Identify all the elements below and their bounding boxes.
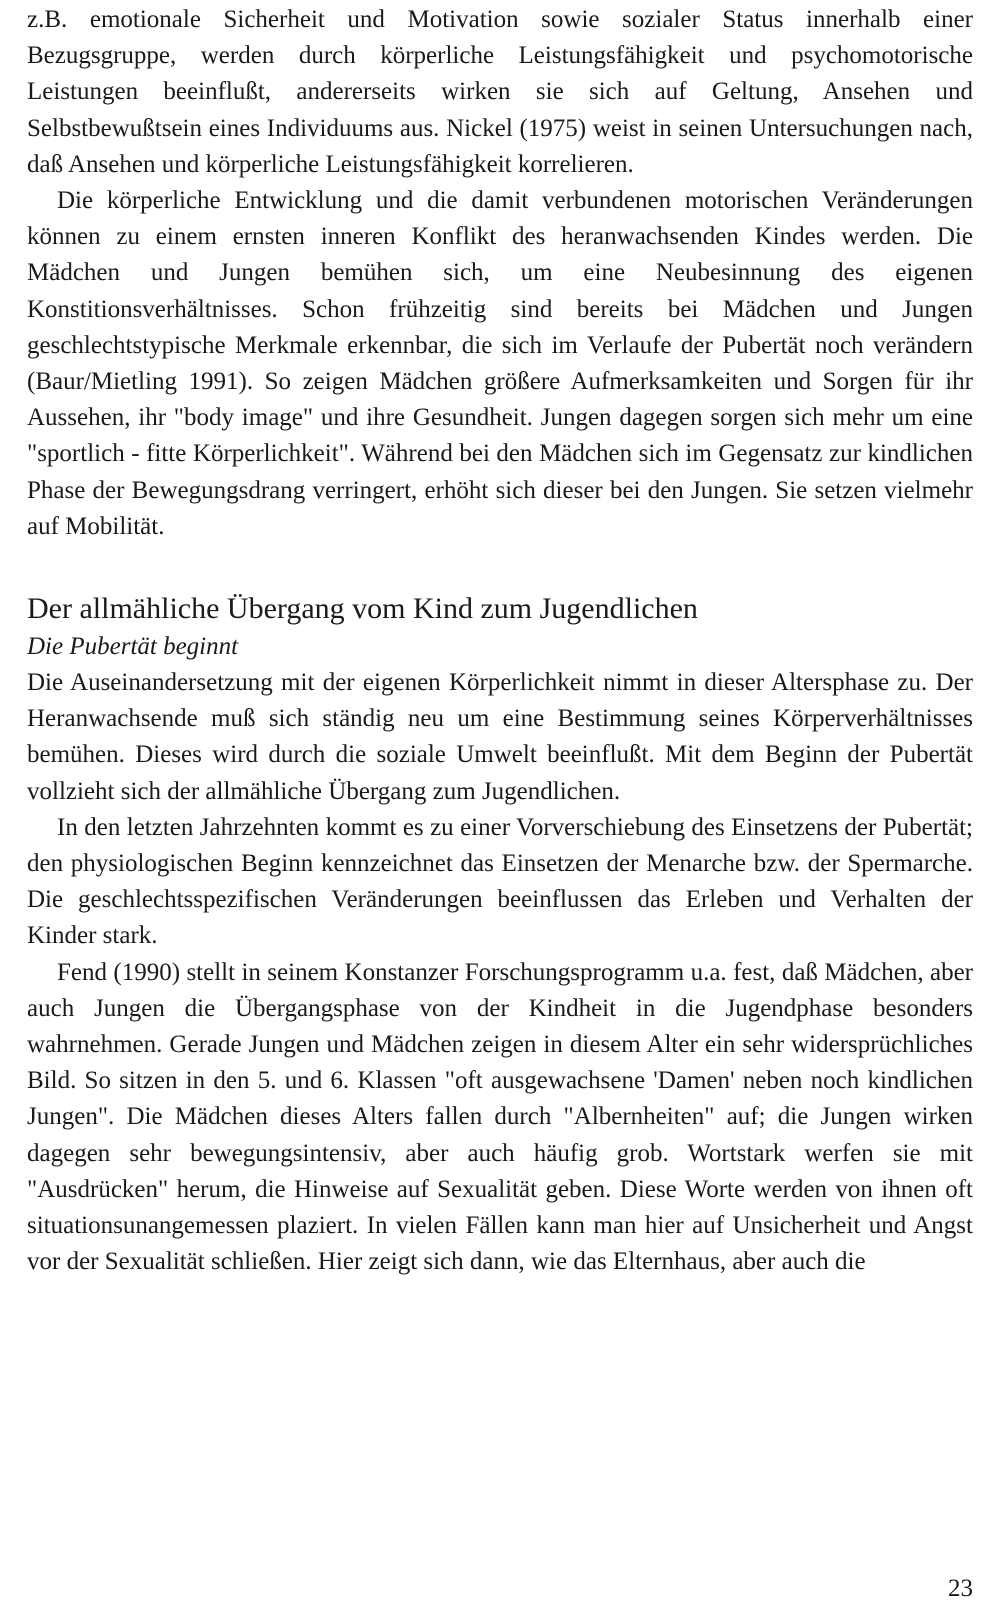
section-subheading: Die Pubertät beginnt — [27, 633, 239, 661]
paragraph: Die Auseinandersetzung mit der eigenen Körperlichkeit nimmt in dieser Altersphase zu. Der Heranwachsende muß sich ständig neu um eine Bestimmung seines Körperverhältnisses bemühen. Dieses wird durch die soziale Umwelt beeinflußt. Mit dem Beginn der Pubertät vollzieht sich der allmähliche Übergang zum Jugendlichen. — [27, 669, 973, 805]
paragraph: Die körperliche Entwicklung und die damit verbundenen motorischen Veränderungen können zu einem ernsten inneren Konflikt des heranwachsenden Kindes werden. Die Mädchen und Jungen bemühen sich, um eine Neubesinnung des eigenen Konstitionsverhältnisses. Schon frühzeitig sind bereits bei Mädchen und Jungen geschlechtstypische Merkmale erkennbar, die sich im Verlaufe der Pubertät noch verändern (Baur/Mietling 1991). So zeigen Mädchen größere Aufmerksamkeiten und Sorgen für ihr Aussehen, ihr "body image" und ihre Gesundheit. Jungen dagegen sorgen sich mehr um eine "sportlich - fitte Körperlichkeit". Während bei den Mädchen sich im Gegensatz zur kindlichen Phase der Bewegungsdrang verringert, erhöht sich dieser bei den Jungen. Sie setzen vielmehr auf Mobilität. — [27, 187, 973, 540]
paragraph: z.B. emotionale Sicherheit und Motivation sowie sozialer Status innerhalb einer Bezugsgruppe, werden durch körperliche Leistungsfähigkeit und psychomotorische Leistungen beeinflußt, andererseits wirken sie sich auf Geltung, Ansehen und Selbstbewußtsein eines Individuums aus. Nickel (1975) weist in seinen Untersuchungen nach, daß Ansehen und körperliche Leistungsfähigkeit korrelieren. — [27, 6, 973, 178]
page-body — [27, 0, 973, 1281]
section-heading: Der allmähliche Übergang vom Kind zum Jugendlichen — [27, 592, 698, 626]
paragraph: Fend (1990) stellt in seinem Konstanzer Forschungsprogramm u.a. fest, daß Mädchen, aber auch Jungen die Übergangsphase von der Kindheit in die Jugendphase besonders wahrnehmen. Gerade Jungen und Mädchen zeigen in diesem Alter ein sehr widersprüchliches Bild. So sitzen in den 5. und 6. Klassen "oft ausgewachsene 'Damen' neben noch kindlichen Jungen". Die Mädchen dieses Alters fallen durch "Albernheiten" auf; die Jungen wirken dagegen sehr bewegungsintensiv, aber auch häufig grob. Wortstark werfen sie mit "Ausdrücken" herum, die Hinweise auf Sexualität geben. Diese Worte werden von ihnen oft situationsunangemessen plaziert. In vielen Fällen kann man hier auf Unsicherheit und Angst vor der Sexualität schließen. Hier zeigt sich dann, wie das Elternhaus, aber auch die — [27, 958, 973, 1276]
paragraph: In den letzten Jahrzehnten kommt es zu einer Vorverschiebung des Einsetzens der Pubertät; den physiologischen Beginn kennzeichnet das Einsetzen der Menarche bzw. der Spermarche. Die geschlechtsspezifischen Veränderungen beeinflussen das Erleben und Verhalten der Kinder stark. — [27, 813, 973, 950]
page-number: 23 — [948, 1575, 973, 1602]
